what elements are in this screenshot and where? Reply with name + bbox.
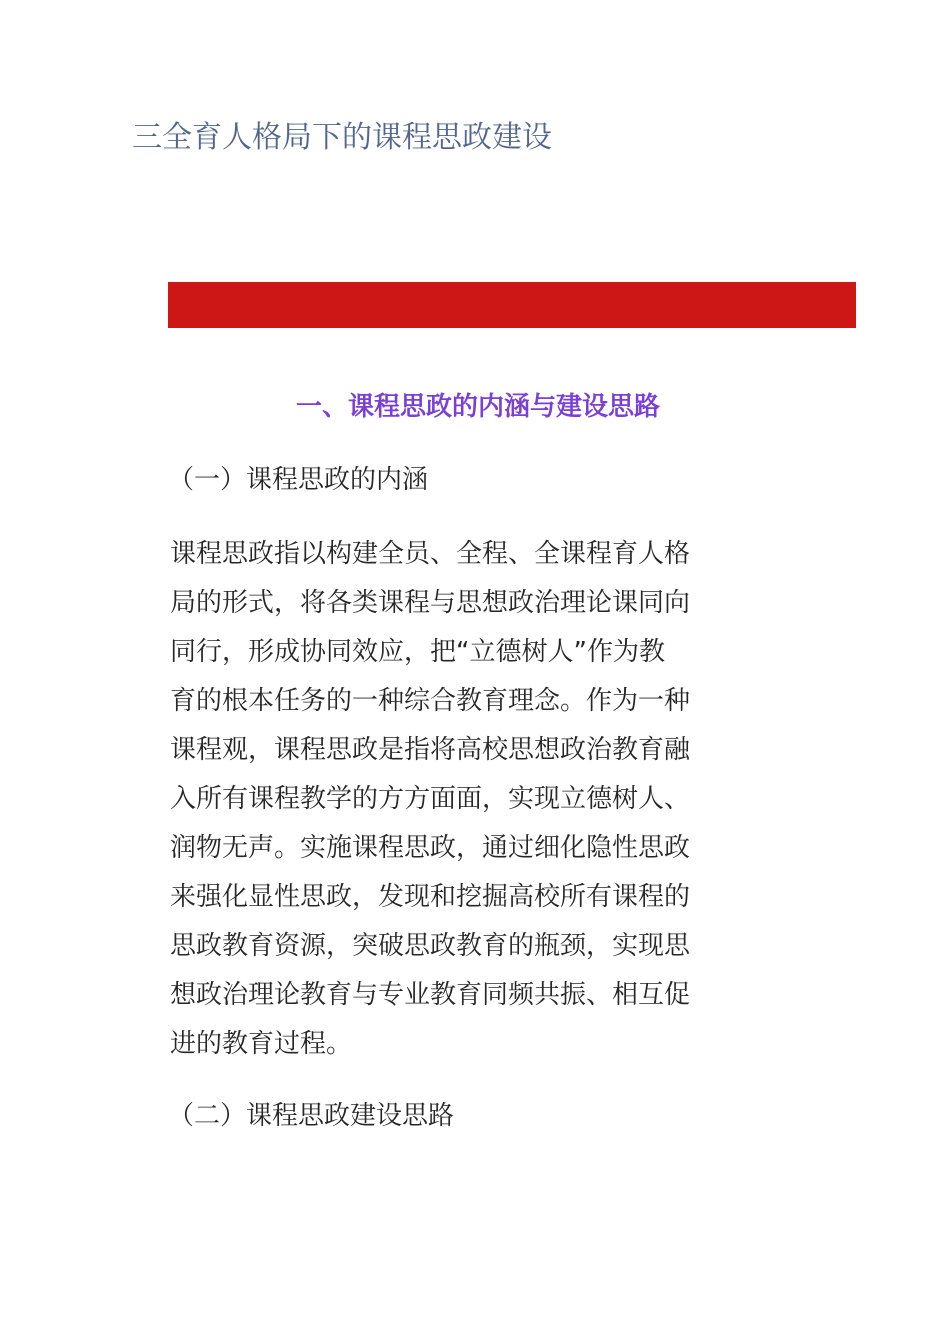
paragraph-line: 同行，形成协同效应，把“立德树人”作为教 <box>170 637 665 667</box>
paragraph-line: 入所有课程教学的方方面面，实现立德树人、 <box>170 784 691 814</box>
paragraph-line: 课程观，课程思政是指将高校思想政治教育融 <box>170 735 691 765</box>
paragraph-line: 进的教育过程。 <box>170 1029 353 1059</box>
paragraph-line: 局的形式，将各类课程与思想政治理论课同向 <box>170 588 691 618</box>
body-paragraph <box>170 530 770 1069</box>
paragraph-line: 思政教育资源，突破思政教育的瓶颈，实现思 <box>170 931 691 961</box>
paragraph-line: 育的根本任务的一种综合教育理念。作为一种 <box>170 686 691 716</box>
paragraph-line: 课程思政指以构建全员、全程、全课程育人格 <box>170 539 691 569</box>
paragraph-line: 想政治理论教育与专业教育同频共振、相互促 <box>170 980 691 1010</box>
red-banner <box>168 282 856 328</box>
paragraph-line: 润物无声。实施课程思政，通过细化隐性思政 <box>170 833 691 863</box>
document-title: 三全育人格局下的课程思政建设 <box>132 120 552 155</box>
subsection-heading-1: （一）课程思政的内涵 <box>168 465 429 495</box>
paragraph-line: 来强化显性思政，发现和挖掘高校所有课程的 <box>170 882 691 912</box>
section-heading: 一、课程思政的内涵与建设思路 <box>295 392 660 422</box>
subsection-heading-2: （二）课程思政建设思路 <box>168 1101 455 1131</box>
